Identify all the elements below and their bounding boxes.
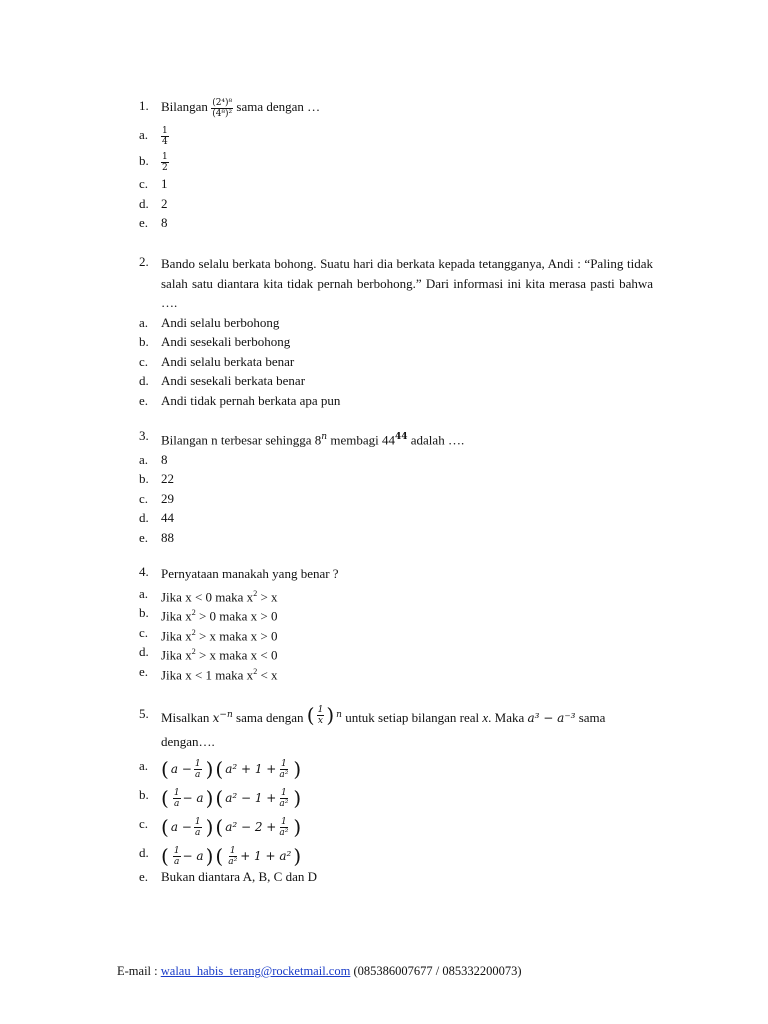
option-label: d. <box>139 510 149 526</box>
question-3 <box>139 428 653 547</box>
option-label: c. <box>139 490 149 506</box>
option-fraction <box>161 126 169 147</box>
fraction-numerator: 1 <box>162 151 168 162</box>
option-label: d. <box>139 195 149 211</box>
option-a <box>139 751 653 780</box>
option-text: 22 <box>161 471 174 487</box>
option-b <box>139 469 653 489</box>
option-expression: ( a − $\frac{1}{a}$ ) ( a² + 1 + $\frac{1}{\text{a²}}$ ) <box>161 755 301 784</box>
option-text-part: > x maka x > 0 <box>195 627 278 643</box>
option-e <box>139 391 653 411</box>
option-label: b. <box>139 334 149 349</box>
option-a <box>139 313 653 333</box>
fraction-numerator: 1 <box>194 817 201 827</box>
option-b <box>139 780 653 809</box>
fraction-numerator: 1 <box>280 788 287 798</box>
footer-phones: (085386007677 / 085332200073) <box>350 964 522 978</box>
option-text: 1 <box>161 176 168 191</box>
option-text: 29 <box>161 490 174 506</box>
options-list <box>139 450 653 548</box>
stem-text: sama dengan … <box>236 99 321 114</box>
fraction-numerator: 1 <box>280 817 287 827</box>
math-var: x <box>482 710 489 725</box>
exponent: −n <box>219 710 233 720</box>
option-label: e. <box>139 529 149 545</box>
question-number: 2. <box>139 254 149 269</box>
fraction-numerator: 1 <box>173 846 180 856</box>
option-fraction <box>161 152 169 173</box>
option-label: e. <box>139 869 149 884</box>
email-link[interactable]: walau_habis_terang@rocketmail.com <box>160 964 351 978</box>
option-text-part: Jika x <box>161 627 192 643</box>
option-text-part: < x <box>257 666 278 682</box>
option-text: Bukan diantara A, B, C dan D <box>161 869 317 884</box>
footer-label: E-mail : <box>117 964 161 978</box>
option-a <box>139 122 653 148</box>
option-e <box>139 662 653 682</box>
fraction-denominator: a <box>173 857 180 867</box>
option-label: c. <box>139 353 149 369</box>
option-label: b. <box>139 153 149 168</box>
option-c <box>139 489 653 509</box>
option-c <box>139 623 653 643</box>
option-label: a. <box>139 585 149 601</box>
exponent: 2 <box>191 627 196 637</box>
exponent: n <box>321 432 328 442</box>
options-list <box>139 584 653 682</box>
option-text-part: Jika x <box>161 608 192 624</box>
question-stem <box>161 94 653 120</box>
option-text-part: Jika x <box>161 647 192 663</box>
question-stem-line2: dengan…. <box>161 734 215 749</box>
math-expression: ( $\frac{1}{x}$ ) n <box>307 700 342 730</box>
option-label: d. <box>139 373 149 388</box>
stem-text: adalah …. <box>407 432 465 448</box>
fraction-denominator: a <box>195 828 201 838</box>
exponent: 2 <box>253 588 258 598</box>
option-label: c. <box>139 176 149 191</box>
option-label: a. <box>139 127 149 142</box>
question-stem <box>161 700 653 733</box>
question-1 <box>139 94 653 233</box>
option-expression: ( $\frac{1}{a}$ − a ) ( a² − 1 + $\frac{1}{\text{a²}}$ ) <box>161 784 301 813</box>
option-label: b. <box>139 787 149 802</box>
option-c <box>139 809 653 838</box>
option-text-part: Jika x < 1 maka x <box>161 666 254 682</box>
option-label: e. <box>139 392 149 408</box>
stem-fraction <box>211 98 233 119</box>
option-b <box>139 148 653 174</box>
expr-part: a − <box>170 762 192 776</box>
stem-text: Bilangan <box>161 99 208 114</box>
option-label: e. <box>139 663 149 679</box>
fraction-numerator: 1 <box>229 846 236 856</box>
expr-part: a² + 1 + <box>225 762 277 776</box>
option-label: a. <box>139 314 149 330</box>
option-text <box>161 662 278 685</box>
fraction-denominator: 2 <box>162 162 168 173</box>
fraction-denominator: a² <box>279 770 289 780</box>
expr-part: + 1 + a² <box>240 849 292 863</box>
question-stem <box>161 428 653 450</box>
exponent: 2 <box>191 647 196 656</box>
option-d <box>139 371 653 391</box>
option-text: 88 <box>161 529 174 545</box>
math-var: x <box>212 711 220 725</box>
option-text-part: Jika x < 0 maka x <box>161 588 254 604</box>
fraction-numerator: (2⁴)⁸ <box>212 97 233 108</box>
exponent: 2 <box>253 666 258 676</box>
options-list <box>139 122 653 233</box>
fraction-denominator: a² <box>228 857 238 867</box>
exponent: 2 <box>191 608 196 617</box>
math-expression <box>213 711 233 725</box>
exponent: 44 <box>394 432 408 442</box>
option-label: a. <box>139 758 149 773</box>
question-stem: Pernyataan manakah yang benar ? <box>161 566 339 581</box>
fraction-denominator: a² <box>279 799 289 809</box>
fraction-denominator: x <box>317 715 323 726</box>
option-label: c. <box>139 816 149 831</box>
options-list <box>139 313 653 411</box>
option-text: 2 <box>161 195 168 211</box>
option-text: 8 <box>161 215 168 230</box>
option-text-part: > x <box>257 588 278 604</box>
fraction-numerator: 1 <box>317 704 324 715</box>
option-d <box>139 838 653 867</box>
question-number: 3. <box>139 428 149 443</box>
option-a <box>139 584 653 604</box>
option-e <box>139 213 653 233</box>
option-label: a. <box>139 451 149 467</box>
fraction-numerator: 1 <box>280 759 287 769</box>
expr-part: a − <box>170 820 192 834</box>
option-text: Andi tidak pernah berkata apa pun <box>161 392 341 408</box>
question-number: 5. <box>139 706 149 721</box>
option-d <box>139 508 653 528</box>
fraction-numerator: 1 <box>194 759 201 769</box>
stem-text: sama dengan <box>236 710 304 725</box>
expr-part: − a <box>182 791 204 805</box>
stem-text: Misalkan <box>161 710 210 725</box>
fraction-denominator: 4 <box>162 136 168 147</box>
fraction-denominator: a <box>195 770 201 780</box>
option-expression: ( a − $\frac{1}{a}$ ) ( a² − 2 + $\frac{1}{\text{a²}}$ ) <box>161 813 301 842</box>
options-list <box>139 751 653 887</box>
option-text: 44 <box>161 510 174 526</box>
fraction-numerator: 1 <box>162 125 168 136</box>
stem-text: membagi 44 <box>327 432 395 448</box>
question-4 <box>139 564 653 681</box>
stem-text: sama <box>578 710 606 725</box>
option-label: b. <box>139 605 149 620</box>
option-a <box>139 450 653 470</box>
option-c <box>139 174 653 194</box>
option-d <box>139 642 653 662</box>
question-number: 1. <box>139 98 149 113</box>
option-label: c. <box>139 624 149 640</box>
option-c <box>139 352 653 372</box>
exponent: n <box>336 710 342 720</box>
fraction-denominator: a² <box>279 828 289 838</box>
option-b <box>139 603 653 623</box>
stem-text: . Maka <box>488 710 525 725</box>
option-e <box>139 867 653 887</box>
stem-text: Bilangan n terbesar sehingga 8 <box>161 432 322 448</box>
fraction-numerator: 1 <box>173 788 180 798</box>
option-text: Andi sesekali berbohong <box>161 334 291 349</box>
option-label: d. <box>139 845 149 860</box>
question-stem: Bando selalu berkata bohong. Suatu hari dia berkata kepada tetangganya, Andi : “Paling tidak salah satu diantara kita tidak pernah berbohong.” Dari informasi ini kita merasa pasti bahwa …. <box>161 256 653 310</box>
option-text: Andi sesekali berkata benar <box>161 373 306 388</box>
stem-text: untuk setiap bilangan real <box>345 710 480 725</box>
fraction-denominator: a <box>173 799 180 809</box>
expr-part: a² − 2 + <box>225 820 277 834</box>
option-label: d. <box>139 644 149 659</box>
math-expression: a³ − a⁻³ <box>527 711 576 725</box>
option-e <box>139 528 653 548</box>
option-expression: ( $\frac{1}{a}$ − a ) ( $\frac{1}{\text{a²}}$ + 1 + a² ) <box>161 842 301 871</box>
option-content <box>161 148 169 174</box>
fraction-denominator: (4⁸)² <box>212 108 233 119</box>
option-text: Andi selalu berkata benar <box>161 353 295 369</box>
option-label: e. <box>139 215 149 230</box>
question-5 <box>139 700 653 887</box>
question-2 <box>139 254 653 410</box>
page-footer <box>117 964 522 979</box>
option-text: 8 <box>161 451 168 467</box>
option-text-part: > 0 maka x > 0 <box>195 608 278 624</box>
expr-part: − a <box>182 849 204 863</box>
option-b <box>139 332 653 352</box>
option-text-part: > x maka x < 0 <box>195 647 278 663</box>
option-label: b. <box>139 471 149 487</box>
expr-part: a² − 1 + <box>225 791 277 805</box>
option-d <box>139 194 653 214</box>
question-number: 4. <box>139 564 149 579</box>
option-text: Andi selalu berbohong <box>161 314 280 330</box>
option-content <box>161 122 169 148</box>
